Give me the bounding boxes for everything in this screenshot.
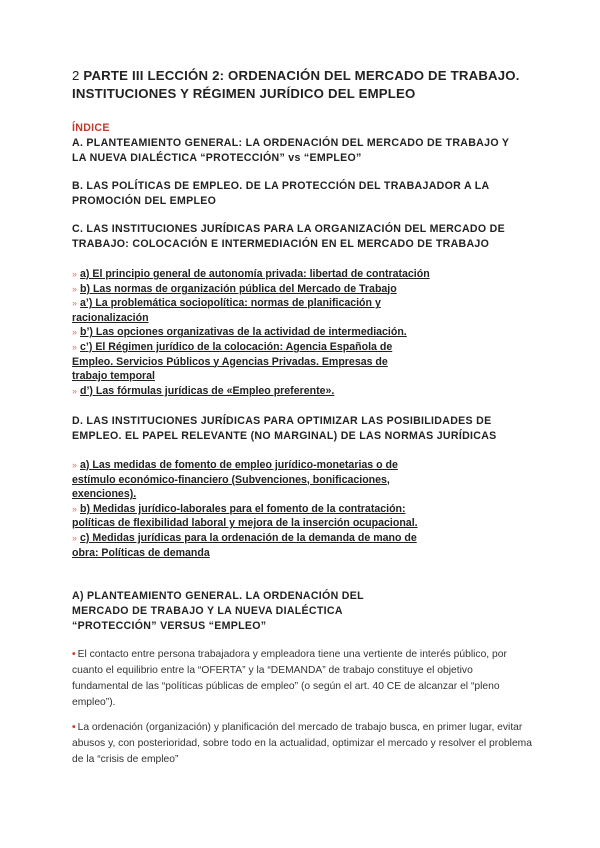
red-dot-icon: • xyxy=(72,722,76,733)
index-label: ÍNDICE xyxy=(72,122,110,134)
list-d-item-b[interactable] xyxy=(72,502,472,531)
small-arrow-bullet-icon: » xyxy=(72,298,78,309)
list-c-item-b-prime[interactable] xyxy=(72,325,472,340)
list-c-item-c-prime-text-1: c’) El Régimen jurídico de la colocación: Agencia Española de xyxy=(80,340,393,353)
small-arrow-bullet-icon: » xyxy=(72,269,78,279)
small-arrow-bullet-icon: » xyxy=(72,532,78,543)
list-c-item-a-prime[interactable] xyxy=(72,296,472,325)
list-d-item-c-text-1: c) Medidas jurídicas para la ordenación de la demanda de mano de xyxy=(80,531,417,544)
section-a-heading xyxy=(72,589,372,634)
section-b-line-1: B. LAS POLÍTICAS DE EMPLEO. DE LA PROTECCIÓN DEL TRABAJADOR A LA xyxy=(72,180,490,192)
title-line-2: INSTITUCIONES Y RÉGIMEN JURÍDICO DEL EMPLEO xyxy=(72,86,416,101)
small-arrow-bullet-icon: » xyxy=(72,503,78,514)
title-line-1 xyxy=(72,67,542,85)
section-a-line-2: LA NUEVA DIALÉCTICA “PROTECCIÓN” vs “EMPLEO” xyxy=(72,152,362,164)
list-c-item-c-prime[interactable] xyxy=(72,340,472,384)
list-d-item-a-text-3: exenciones). xyxy=(72,488,137,501)
list-c-item-a-text: a) El principio general de autonomía privada: libertad de contratación xyxy=(80,268,430,280)
list-c-item-d-prime-text: d’) Las fórmulas jurídicas de «Empleo preferente». xyxy=(80,384,335,397)
list-c-item-a-prime-text-1: a’) La problemática sociopolítica: normas de planificación y xyxy=(80,297,381,310)
section-d-list xyxy=(72,458,472,560)
list-c-item-b[interactable] xyxy=(72,282,472,297)
paragraph-1-text: El contacto entre persona trabajadora y empleadora tiene una vertiente de interés público, por cuanto el equilibrio entre la “OFERTA” y la “DEMANDA” de trabajo constituye el objetivo fundamental de las “políticas públicas de empleo” (o según el art. 40 CE de alcanzar el “pleno empleo”). xyxy=(72,649,507,708)
paragraph-2 xyxy=(72,720,532,768)
section-d-line-1: D. LAS INSTITUCIONES JURÍDICAS PARA OPTIMIZAR LAS POSIBILIDADES DE xyxy=(72,415,492,427)
paragraph-2-text: La ordenación (organización) y planificación del mercado de trabajo busca, en primer lugar, evitar abusos y, con posterioridad, sobre todo en la actualidad, optimizar el mercado y resolver el problema de la “crisis de empleo” xyxy=(72,722,532,765)
red-dot-icon: • xyxy=(72,649,76,660)
section-a-heading-line-3: “PROTECCIÓN” VERSUS “EMPLEO” xyxy=(72,620,267,632)
list-d-item-b-text-2: políticas de flexibilidad laboral y mejora de la inserción ocupacional. xyxy=(72,517,418,530)
section-d-title xyxy=(72,414,542,444)
list-c-item-c-prime-text-3: trabajo temporal xyxy=(72,370,156,383)
list-d-item-c-text-2: obra: Políticas de demanda xyxy=(72,546,210,559)
list-d-item-a-text-1: a) Las medidas de fomento de empleo jurídico-monetarias o de xyxy=(80,459,398,471)
small-arrow-bullet-icon: » xyxy=(72,327,78,338)
list-c-item-b-prime-text: b’) Las opciones organizativas de la actividad de intermediación. xyxy=(80,326,407,339)
list-c-item-a-prime-text-2: racionalización xyxy=(72,311,149,324)
list-d-item-a[interactable] xyxy=(72,458,472,502)
section-b-line-2: PROMOCIÓN DEL EMPLEO xyxy=(72,195,217,207)
small-arrow-bullet-icon: » xyxy=(72,341,78,352)
section-a-title xyxy=(72,136,542,166)
page-title xyxy=(72,67,542,103)
list-c-item-a[interactable] xyxy=(72,267,472,282)
section-a-heading-line-2: MERCADO DE TRABAJO Y LA NUEVA DIALÉCTICA xyxy=(72,605,343,617)
section-d-line-2: EMPLEO. EL PAPEL RELEVANTE (NO MARGINAL) DE LAS NORMAS JURÍDICAS xyxy=(72,430,497,442)
list-c-item-c-prime-text-2: Empleo. Servicios Públicos y Agencias Privadas. Empresas de xyxy=(72,355,388,368)
small-arrow-bullet-icon: » xyxy=(72,460,78,470)
list-c-item-d-prime[interactable] xyxy=(72,384,472,399)
list-d-item-b-text-1: b) Medidas jurídico-laborales para el fomento de la contratación: xyxy=(80,502,406,515)
section-c-list xyxy=(72,267,472,398)
section-c-line-1: C. LAS INSTITUCIONES JURÍDICAS PARA LA ORGANIZACIÓN DEL MERCADO DE xyxy=(72,223,505,235)
section-b-title xyxy=(72,179,542,209)
list-c-item-b-text: b) Las normas de organización pública del Mercado de Trabajo xyxy=(80,282,397,295)
section-c-title xyxy=(72,222,542,252)
section-a-line-1: A. PLANTEAMIENTO GENERAL: LA ORDENACIÓN DEL MERCADO DE TRABAJO Y xyxy=(72,137,510,149)
small-arrow-bullet-icon: » xyxy=(72,283,78,294)
title-text-1: PARTE III LECCIÓN 2: ORDENACIÓN DEL MERCADO DE TRABAJO. xyxy=(83,68,520,83)
section-c-line-2: TRABAJO: COLOCACIÓN E INTERMEDIACIÓN EN EL MERCADO DE TRABAJO xyxy=(72,238,490,250)
paragraph-1 xyxy=(72,647,532,711)
list-d-item-c[interactable] xyxy=(72,531,472,560)
list-d-item-a-text-2: estímulo económico-financiero (Subvenciones, bonificaciones, xyxy=(72,473,390,486)
section-a-heading-line-1: A) PLANTEAMIENTO GENERAL. LA ORDENACIÓN DEL xyxy=(72,590,364,602)
title-number: 2 xyxy=(72,68,80,83)
small-arrow-bullet-icon: » xyxy=(72,385,78,396)
